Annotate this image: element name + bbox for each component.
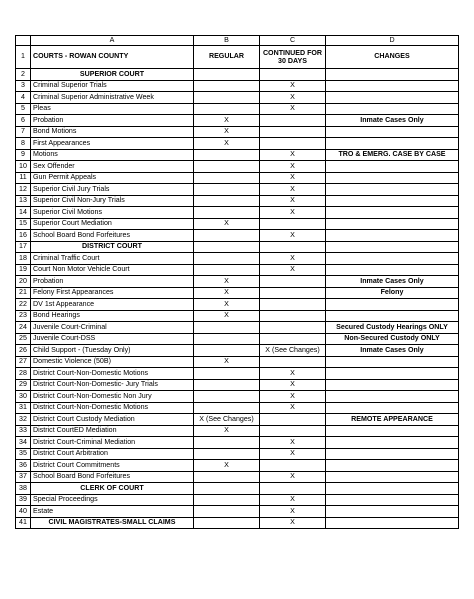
regular-cell[interactable] [194,391,260,403]
changes-cell[interactable] [326,241,459,253]
court-name-cell[interactable]: District Court Custody Mediation [31,414,194,426]
continued-cell[interactable]: X [260,149,326,161]
court-name-cell[interactable]: Gun Permit Appeals [31,172,194,184]
row-number[interactable]: 7 [16,126,31,138]
table-row [16,138,459,150]
regular-cell[interactable] [194,379,260,391]
court-name-cell[interactable]: Criminal Superior Administrative Week [31,92,194,104]
changes-cell[interactable] [326,379,459,391]
table-row [16,195,459,207]
regular-cell[interactable] [194,368,260,380]
table-row [16,230,459,242]
continued-cell[interactable]: X [260,92,326,104]
table-row [16,287,459,299]
changes-cell[interactable] [326,299,459,311]
regular-cell[interactable] [194,103,260,115]
row-number[interactable]: 22 [16,299,31,311]
row-number[interactable]: 41 [16,517,31,529]
continued-cell[interactable]: X [260,448,326,460]
changes-cell[interactable]: Inmate Cases Only [326,345,459,357]
continued-cell[interactable] [260,241,326,253]
column-header-a[interactable]: A [31,36,194,46]
continued-cell[interactable]: X [260,506,326,518]
table-row [16,253,459,265]
regular-cell[interactable]: X [194,276,260,288]
table-row [16,92,459,104]
court-name-cell[interactable]: Bond Motions [31,126,194,138]
court-name-cell[interactable]: District Court Commitments [31,460,194,472]
row-number[interactable]: 20 [16,276,31,288]
court-name-cell[interactable]: Superior Civil Motions [31,207,194,219]
table-row [16,172,459,184]
table-row [16,310,459,322]
spreadsheet-body [16,36,459,529]
table-row [16,494,459,506]
row-number[interactable]: 11 [16,172,31,184]
court-name-cell[interactable]: Felony First Appearances [31,287,194,299]
court-name-cell[interactable]: CLERK OF COURT [31,483,194,495]
court-name-cell[interactable]: Superior Court Mediation [31,218,194,230]
regular-cell[interactable]: X [194,138,260,150]
changes-cell[interactable] [326,80,459,92]
changes-cell[interactable] [326,356,459,368]
table-row [16,276,459,288]
regular-cell[interactable] [194,322,260,334]
court-name-cell[interactable]: COURTS - ROWAN COUNTY [31,46,194,69]
changes-cell[interactable] [326,126,459,138]
regular-cell[interactable]: X [194,356,260,368]
regular-cell[interactable] [194,149,260,161]
row-number[interactable]: 23 [16,310,31,322]
row-number[interactable]: 27 [16,356,31,368]
table-row [16,46,459,69]
table-row [16,345,459,357]
row-number[interactable]: 19 [16,264,31,276]
court-name-cell[interactable]: DV 1st Appearance [31,299,194,311]
regular-cell[interactable]: X (See Changes) [194,414,260,426]
changes-cell[interactable] [326,460,459,472]
changes-cell[interactable] [326,195,459,207]
continued-cell[interactable] [260,460,326,472]
table-row [16,506,459,518]
court-name-cell[interactable]: CIVIL MAGISTRATES-SMALL CLAIMS [31,517,194,529]
court-name-cell[interactable]: Criminal Superior Trials [31,80,194,92]
spreadsheet-table [15,35,459,529]
continued-cell[interactable]: X [260,391,326,403]
continued-cell[interactable]: X [260,195,326,207]
row-number[interactable]: 10 [16,161,31,173]
table-row [16,299,459,311]
regular-cell[interactable] [194,402,260,414]
table-row [16,241,459,253]
regular-cell[interactable] [194,241,260,253]
court-name-cell[interactable]: DISTRICT COURT [31,241,194,253]
changes-cell[interactable] [326,425,459,437]
table-row [16,126,459,138]
changes-cell[interactable] [326,368,459,380]
continued-cell[interactable] [260,322,326,334]
table-row [16,437,459,449]
row-number[interactable]: 29 [16,379,31,391]
regular-cell[interactable]: REGULAR [194,46,260,69]
continued-cell[interactable] [260,310,326,322]
changes-cell[interactable]: Secured Custody Hearings ONLY [326,322,459,334]
court-name-cell[interactable]: Sex Offender [31,161,194,173]
continued-cell[interactable] [260,356,326,368]
row-number[interactable]: 1 [16,46,31,69]
row-number[interactable]: 36 [16,460,31,472]
regular-cell[interactable] [194,437,260,449]
court-name-cell[interactable]: Superior Civil Non-Jury Trials [31,195,194,207]
continued-cell[interactable] [260,69,326,81]
continued-cell[interactable]: X [260,80,326,92]
regular-cell[interactable] [194,172,260,184]
table-row [16,115,459,127]
changes-cell[interactable]: Inmate Cases Only [326,115,459,127]
court-name-cell[interactable]: Pleas [31,103,194,115]
changes-cell[interactable] [326,437,459,449]
regular-cell[interactable] [194,483,260,495]
table-row [16,483,459,495]
changes-cell[interactable]: Non-Secured Custody ONLY [326,333,459,345]
row-number[interactable]: 16 [16,230,31,242]
row-number[interactable]: 6 [16,115,31,127]
regular-cell[interactable]: X [194,287,260,299]
regular-cell[interactable] [194,161,260,173]
regular-cell[interactable]: X [194,460,260,472]
table-row [16,69,459,81]
changes-cell[interactable] [326,103,459,115]
continued-cell[interactable] [260,333,326,345]
column-header-d[interactable]: D [326,36,459,46]
continued-cell[interactable]: CONTINUED FOR 30 DAYS [260,46,326,69]
row-number[interactable]: 37 [16,471,31,483]
changes-cell[interactable] [326,253,459,265]
regular-cell[interactable]: X [194,126,260,138]
row-number[interactable]: 25 [16,333,31,345]
row-number[interactable]: 35 [16,448,31,460]
table-row [16,425,459,437]
row-number[interactable]: 34 [16,437,31,449]
row-number[interactable]: 13 [16,195,31,207]
row-number[interactable]: 32 [16,414,31,426]
continued-cell[interactable] [260,276,326,288]
regular-cell[interactable] [194,207,260,219]
regular-cell[interactable]: X [194,299,260,311]
row-number[interactable]: 8 [16,138,31,150]
table-row [16,80,459,92]
table-row [16,161,459,173]
regular-cell[interactable]: X [194,115,260,127]
continued-cell[interactable]: X [260,161,326,173]
court-name-cell[interactable]: Court Non Motor Vehicle Court [31,264,194,276]
column-header-c[interactable]: C [260,36,326,46]
changes-cell[interactable] [326,506,459,518]
table-row [16,448,459,460]
continued-cell[interactable]: X [260,103,326,115]
changes-cell[interactable]: Felony [326,287,459,299]
continued-cell[interactable] [260,126,326,138]
court-name-cell[interactable]: Juvenile Court-DSS [31,333,194,345]
row-number[interactable]: 3 [16,80,31,92]
continued-cell[interactable]: X [260,494,326,506]
changes-cell[interactable] [326,184,459,196]
table-row [16,368,459,380]
regular-cell[interactable] [194,195,260,207]
row-number[interactable]: 4 [16,92,31,104]
court-name-cell[interactable]: Motions [31,149,194,161]
continued-cell[interactable]: X [260,264,326,276]
court-name-cell[interactable]: SUPERIOR COURT [31,69,194,81]
court-name-cell[interactable]: School Board Bond Forfeitures [31,471,194,483]
row-number[interactable]: 12 [16,184,31,196]
regular-cell[interactable] [194,333,260,345]
changes-cell[interactable] [326,172,459,184]
continued-cell[interactable]: X [260,517,326,529]
row-number[interactable]: 30 [16,391,31,403]
row-number[interactable]: 5 [16,103,31,115]
column-header-row [16,36,459,46]
regular-cell[interactable] [194,253,260,265]
regular-cell[interactable] [194,345,260,357]
continued-cell[interactable]: X [260,379,326,391]
court-name-cell[interactable]: District Court Arbitration [31,448,194,460]
table-row [16,517,459,529]
table-row [16,149,459,161]
row-number[interactable]: 9 [16,149,31,161]
court-name-cell[interactable]: Probation [31,276,194,288]
row-number[interactable]: 24 [16,322,31,334]
column-header-b[interactable]: B [194,36,260,46]
changes-cell[interactable] [326,92,459,104]
row-number[interactable]: 18 [16,253,31,265]
court-name-cell[interactable]: Criminal Traffic Court [31,253,194,265]
changes-cell[interactable] [326,161,459,173]
changes-cell[interactable]: Inmate Cases Only [326,276,459,288]
continued-cell[interactable] [260,115,326,127]
row-number[interactable]: 31 [16,402,31,414]
regular-cell[interactable] [194,448,260,460]
table-row [16,379,459,391]
court-name-cell[interactable]: District Court-Non-Domestic- Jury Trials [31,379,194,391]
continued-cell[interactable] [260,218,326,230]
court-name-cell[interactable]: Estate [31,506,194,518]
changes-cell[interactable] [326,517,459,529]
table-row [16,264,459,276]
table-row [16,402,459,414]
continued-cell[interactable] [260,299,326,311]
continued-cell[interactable]: X [260,253,326,265]
row-number[interactable]: 21 [16,287,31,299]
court-name-cell[interactable]: School Board Bond Forfeitures [31,230,194,242]
table-row [16,333,459,345]
changes-cell[interactable] [326,494,459,506]
continued-cell[interactable]: X [260,184,326,196]
court-name-cell[interactable]: District Court-Non-Domestic Motions [31,368,194,380]
continued-cell[interactable]: X [260,402,326,414]
continued-cell[interactable]: X [260,437,326,449]
corner-cell[interactable] [16,36,31,46]
regular-cell[interactable] [194,92,260,104]
row-number[interactable]: 39 [16,494,31,506]
row-number[interactable]: 15 [16,218,31,230]
regular-cell[interactable] [194,80,260,92]
continued-cell[interactable] [260,414,326,426]
continued-cell[interactable]: X [260,230,326,242]
table-row [16,322,459,334]
regular-cell[interactable] [194,494,260,506]
table-row [16,207,459,219]
changes-cell[interactable] [326,264,459,276]
regular-cell[interactable] [194,184,260,196]
row-number[interactable]: 14 [16,207,31,219]
continued-cell[interactable]: X (See Changes) [260,345,326,357]
court-name-cell[interactable]: Bond Hearings [31,310,194,322]
court-name-cell[interactable]: Special Proceedings [31,494,194,506]
regular-cell[interactable] [194,264,260,276]
changes-cell[interactable] [326,207,459,219]
court-name-cell[interactable]: Probation [31,115,194,127]
row-number[interactable]: 2 [16,69,31,81]
continued-cell[interactable] [260,287,326,299]
table-row [16,356,459,368]
changes-cell[interactable] [326,402,459,414]
regular-cell[interactable] [194,471,260,483]
changes-cell[interactable] [326,218,459,230]
continued-cell[interactable]: X [260,368,326,380]
changes-cell[interactable] [326,69,459,81]
regular-cell[interactable] [194,69,260,81]
row-number[interactable]: 33 [16,425,31,437]
continued-cell[interactable]: X [260,172,326,184]
court-name-cell[interactable]: Juvenile Court-Criminal [31,322,194,334]
changes-cell[interactable] [326,483,459,495]
row-number[interactable]: 38 [16,483,31,495]
row-number[interactable]: 26 [16,345,31,357]
changes-cell[interactable] [326,391,459,403]
changes-cell[interactable]: TRO & EMERG. CASE BY CASE [326,149,459,161]
row-number[interactable]: 17 [16,241,31,253]
court-name-cell[interactable]: District Court-Non-Domestic Motions [31,402,194,414]
changes-cell[interactable]: REMOTE APPEARANCE [326,414,459,426]
court-name-cell[interactable]: Child Support - (Tuesday Only) [31,345,194,357]
table-row [16,218,459,230]
changes-cell[interactable] [326,310,459,322]
regular-cell[interactable]: X [194,425,260,437]
changes-cell[interactable] [326,230,459,242]
row-number[interactable]: 28 [16,368,31,380]
regular-cell[interactable] [194,517,260,529]
row-number[interactable]: 40 [16,506,31,518]
table-row [16,414,459,426]
court-name-cell[interactable]: Superior Civil Jury Trials [31,184,194,196]
changes-cell[interactable] [326,448,459,460]
court-name-cell[interactable]: District Court-Criminal Mediation [31,437,194,449]
table-row [16,103,459,115]
changes-cell[interactable] [326,138,459,150]
table-row [16,184,459,196]
table-row [16,471,459,483]
table-row [16,391,459,403]
changes-cell[interactable] [326,471,459,483]
changes-cell[interactable]: CHANGES [326,46,459,69]
regular-cell[interactable] [194,230,260,242]
regular-cell[interactable] [194,506,260,518]
table-row [16,460,459,472]
continued-cell[interactable] [260,425,326,437]
court-name-cell[interactable]: First Appearances [31,138,194,150]
continued-cell[interactable] [260,483,326,495]
court-name-cell[interactable]: District Court-Non-Domestic Non Jury [31,391,194,403]
court-name-cell[interactable]: Domestic Violence (50B) [31,356,194,368]
regular-cell[interactable]: X [194,218,260,230]
court-name-cell[interactable]: District CourtED Mediation [31,425,194,437]
continued-cell[interactable]: X [260,207,326,219]
continued-cell[interactable] [260,138,326,150]
continued-cell[interactable]: X [260,471,326,483]
regular-cell[interactable]: X [194,310,260,322]
